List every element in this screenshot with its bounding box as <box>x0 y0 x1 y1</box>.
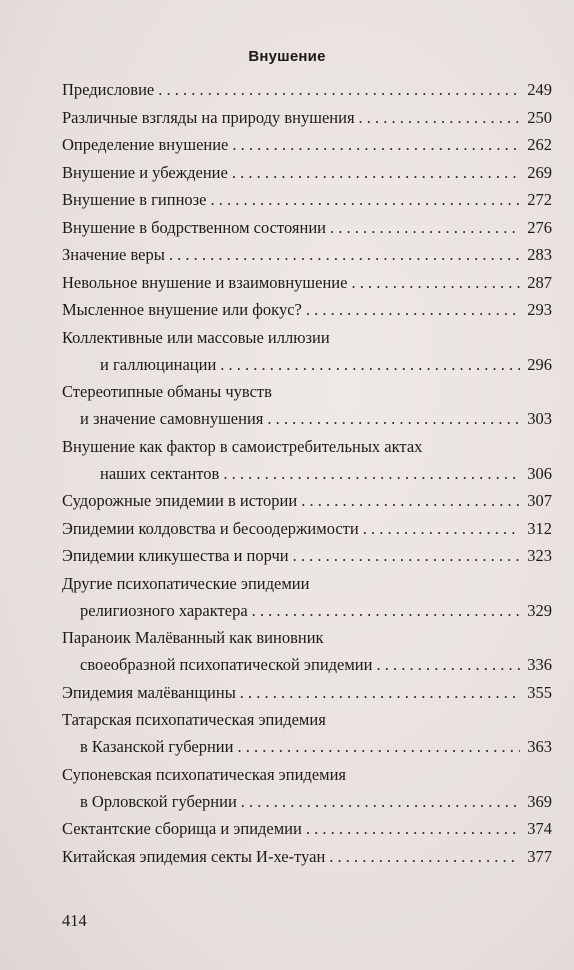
toc-entry-row <box>62 351 552 378</box>
toc-entry <box>62 706 552 760</box>
toc-entry <box>62 843 552 870</box>
dot-leader <box>237 733 520 760</box>
toc-entry-row <box>62 843 552 870</box>
dot-leader <box>363 515 520 542</box>
toc-entry <box>62 269 552 296</box>
toc-entry <box>62 241 552 268</box>
toc-entry-title-line: Супоневская психопатическая эпидемия <box>62 764 347 784</box>
toc-entry-title-line: Внушение и убеждение <box>62 162 228 182</box>
toc-entry <box>62 433 552 487</box>
toc-entry-page: 276 <box>527 217 552 237</box>
toc-entry-row <box>62 487 552 514</box>
toc-entry-title-line: Китайская эпидемия секты И-хе-туан <box>62 846 326 866</box>
toc-entry-row <box>62 460 552 487</box>
table-of-contents <box>62 76 552 870</box>
toc-entry-row <box>62 269 552 296</box>
toc-entry-row <box>62 76 552 103</box>
toc-entry-title-line: Внушение как фактор в самоистребительных актах <box>62 436 423 456</box>
page-number: 414 <box>62 911 87 930</box>
toc-entry <box>62 324 552 378</box>
toc-entry <box>62 214 552 241</box>
toc-entry-title-line: Судорожные эпидемии в истории <box>62 491 298 510</box>
toc-entry-page: 355 <box>527 682 552 702</box>
toc-entry-title-line: религиозного характера <box>80 600 248 620</box>
toc-entry-title-line: Мысленное внушение или фокус? <box>62 300 302 319</box>
toc-entry-row <box>62 186 552 213</box>
toc-entry-page: 363 <box>527 737 552 756</box>
toc-entry-title-line: Различные взгляды на природу внушения <box>62 107 355 127</box>
dot-leader <box>267 405 520 432</box>
section-title: Внушение <box>248 48 326 65</box>
dot-leader <box>359 104 520 131</box>
dot-leader <box>330 214 520 241</box>
toc-entry-title-line: в Казанской губернии <box>80 737 234 756</box>
toc-entry-page: 306 <box>527 463 552 483</box>
toc-entry-page: 283 <box>527 245 552 264</box>
toc-entry-page: 374 <box>527 819 552 838</box>
toc-entry-row <box>62 597 552 624</box>
toc-entry-row <box>62 296 552 323</box>
toc-entry <box>62 624 552 678</box>
toc-entry-title-line: Эпидемия малёванщины <box>62 682 236 702</box>
toc-entry-title-line: Невольное внушение и взаимовнушение <box>62 272 348 292</box>
dot-leader <box>220 351 520 378</box>
toc-entry-row <box>62 159 552 186</box>
toc-entry-row <box>62 104 552 131</box>
toc-entry-page: 336 <box>527 655 552 674</box>
dot-leader <box>158 76 520 103</box>
dot-leader <box>223 460 520 487</box>
dot-leader <box>241 788 520 815</box>
dot-leader <box>232 131 520 158</box>
toc-entry-title-line: Другие психопатические эпидемии <box>62 573 310 593</box>
toc-entry-title-line: в Орловской губернии <box>80 791 237 811</box>
toc-entry <box>62 76 552 103</box>
toc-entry <box>62 131 552 158</box>
toc-entry-page: 293 <box>527 300 552 319</box>
toc-entry-page: 262 <box>527 135 552 154</box>
toc-entry <box>62 570 552 624</box>
toc-entry-page: 296 <box>527 354 552 374</box>
toc-entry-page: 303 <box>527 409 552 428</box>
dot-leader <box>351 269 520 296</box>
toc-entry <box>62 815 552 842</box>
toc-entry-title-line: и галлюцинации <box>100 354 217 374</box>
toc-entry-title-line: Определение внушение <box>62 135 229 154</box>
toc-entry-row <box>62 815 552 842</box>
toc-entry-page: 272 <box>527 190 552 209</box>
toc-entry-title-line: Коллективные или массовые иллюзии <box>62 327 330 347</box>
toc-entry-title-line: Сектантские сборища и эпидемии <box>62 819 302 838</box>
toc-entry-title-line: Татарская психопатическая эпидемия <box>62 710 326 729</box>
toc-entry-title-line: своеобразной психопатической эпидемии <box>80 655 373 674</box>
toc-entry-title-line: Эпидемии колдовства и бесоодержимости <box>62 518 359 538</box>
toc-entry <box>62 515 552 542</box>
toc-entry-page: 377 <box>527 846 552 866</box>
toc-entry-row <box>62 542 552 569</box>
toc-entry-row <box>62 733 552 760</box>
toc-entry <box>62 378 552 432</box>
toc-entry <box>62 296 552 323</box>
toc-entry-page: 250 <box>527 107 552 127</box>
toc-entry <box>62 186 552 213</box>
dot-leader <box>211 186 521 213</box>
toc-entry-title-line: и значение самовнушения <box>80 409 264 428</box>
dot-leader <box>301 487 520 514</box>
toc-entry-page: 323 <box>527 546 552 565</box>
toc-entry-row <box>62 405 552 432</box>
dot-leader <box>293 542 520 569</box>
toc-entry <box>62 761 552 815</box>
toc-entry-title-line: Предисловие <box>62 80 155 99</box>
dot-leader <box>306 815 520 842</box>
dot-leader <box>306 296 520 323</box>
toc-entry-page: 287 <box>527 272 552 292</box>
toc-entry-title-line: Внушение в гипнозе <box>62 190 207 209</box>
toc-entry-row <box>62 214 552 241</box>
dot-leader <box>240 679 520 706</box>
toc-entry-page: 249 <box>527 80 552 99</box>
dot-leader <box>252 597 520 624</box>
toc-entry-row <box>62 515 552 542</box>
toc-entry-page: 312 <box>527 518 552 538</box>
dot-leader <box>232 159 520 186</box>
toc-entry-page: 369 <box>527 791 552 811</box>
toc-entry <box>62 542 552 569</box>
toc-entry-row <box>62 241 552 268</box>
toc-entry-title-line: Внушение в бодрственном состоянии <box>62 217 326 237</box>
toc-entry-page: 269 <box>527 162 552 182</box>
toc-entry <box>62 159 552 186</box>
toc-entry <box>62 104 552 131</box>
toc-entry <box>62 679 552 706</box>
toc-entry-title-line: Параноик Малёванный как виновник <box>62 628 324 647</box>
dot-leader <box>329 843 520 870</box>
toc-entry-title-line: Стереотипные обманы чувств <box>62 382 272 401</box>
dot-leader <box>169 241 520 268</box>
toc-entry-title-line: Значение веры <box>62 245 165 264</box>
toc-entry-page: 329 <box>527 600 552 620</box>
toc-entry <box>62 487 552 514</box>
toc-entry-row <box>62 788 552 815</box>
toc-entry-row <box>62 651 552 678</box>
toc-entry-row <box>62 131 552 158</box>
toc-entry-title-line: наших сектантов <box>100 463 220 483</box>
toc-entry-row <box>62 679 552 706</box>
toc-entry-title-line: Эпидемии кликушества и порчи <box>62 546 289 565</box>
toc-entry-page: 307 <box>527 491 552 510</box>
dot-leader <box>376 651 520 678</box>
